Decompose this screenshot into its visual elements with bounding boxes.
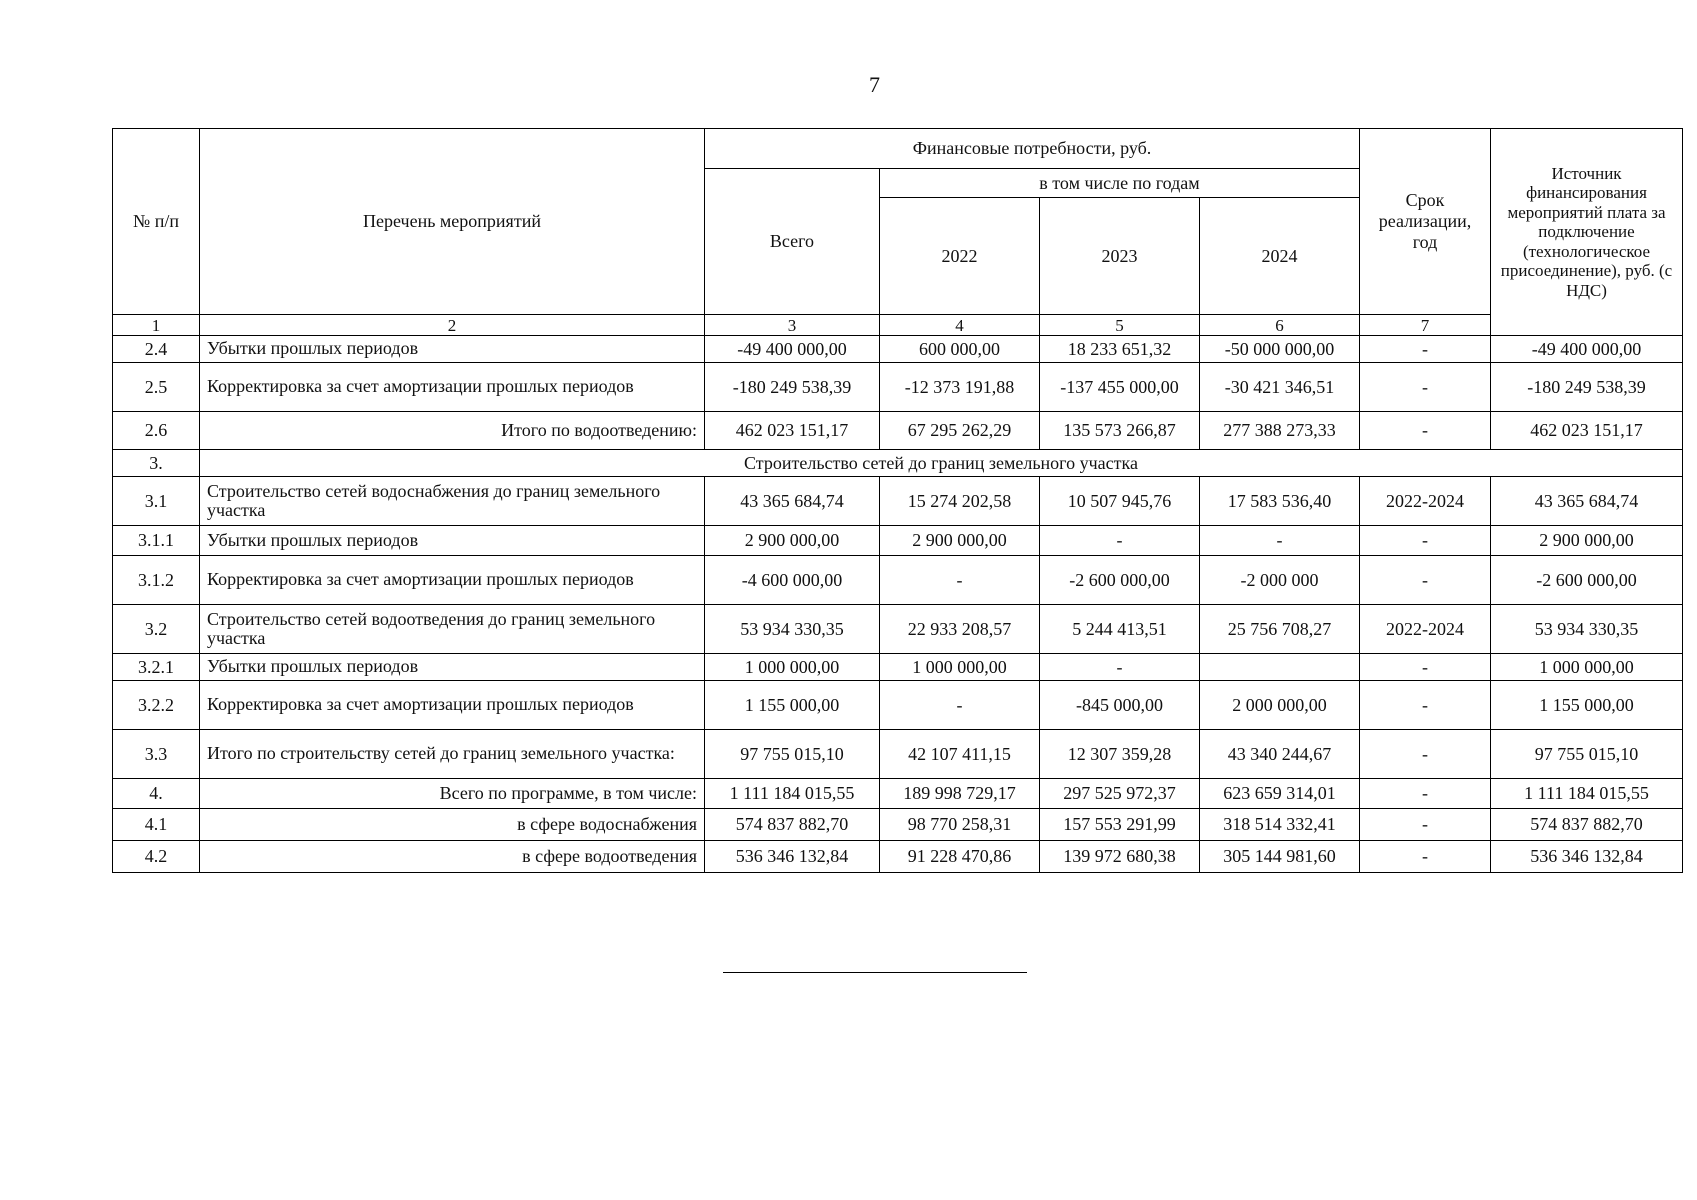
- row-2023: 10 507 945,76: [1040, 477, 1200, 526]
- column-number: 1: [113, 315, 200, 336]
- row-term: -: [1360, 363, 1491, 412]
- header-source: Источник финансирования мероприятий плата за подключение (технологическое присоединение), руб. (с НДС): [1491, 129, 1683, 336]
- table-row: [113, 654, 1683, 681]
- row-2022: 189 998 729,17: [880, 779, 1040, 809]
- row-name: Строительство сетей водоснабжения до границ земельного участка: [200, 477, 705, 526]
- column-number: 6: [1200, 315, 1360, 336]
- row-num: 3.1.1: [113, 526, 200, 556]
- row-2024: -2 000 000: [1200, 556, 1360, 605]
- row-2024: 277 388 273,33: [1200, 412, 1360, 450]
- page-number: 7: [869, 72, 880, 97]
- row-num: 4.1: [113, 809, 200, 841]
- table-row: [113, 730, 1683, 779]
- row-2022: 15 274 202,58: [880, 477, 1040, 526]
- end-divider-line: [723, 972, 1027, 973]
- row-total: 43 365 684,74: [705, 477, 880, 526]
- row-term: -: [1360, 779, 1491, 809]
- row-name: Убытки прошлых периодов: [200, 526, 705, 556]
- row-2023: -: [1040, 526, 1200, 556]
- row-2024: -50 000 000,00: [1200, 336, 1360, 363]
- header-by-years: в том числе по годам: [880, 169, 1360, 198]
- row-2023: -2 600 000,00: [1040, 556, 1200, 605]
- row-term: -: [1360, 681, 1491, 730]
- row-2024: 17 583 536,40: [1200, 477, 1360, 526]
- row-num: 3.3: [113, 730, 200, 779]
- row-num: 2.6: [113, 412, 200, 450]
- row-total: 1 000 000,00: [705, 654, 880, 681]
- row-total: 462 023 151,17: [705, 412, 880, 450]
- column-number: 3: [705, 315, 880, 336]
- row-num: 3.2.1: [113, 654, 200, 681]
- row-source: -180 249 538,39: [1491, 363, 1683, 412]
- row-term: -: [1360, 841, 1491, 873]
- row-total: 2 900 000,00: [705, 526, 880, 556]
- row-total: 53 934 330,35: [705, 605, 880, 654]
- row-2022: 600 000,00: [880, 336, 1040, 363]
- row-term: -: [1360, 809, 1491, 841]
- row-2024: 305 144 981,60: [1200, 841, 1360, 873]
- row-2023: -: [1040, 654, 1200, 681]
- row-2023: 139 972 680,38: [1040, 841, 1200, 873]
- table-row: [113, 809, 1683, 841]
- column-number: 2: [200, 315, 705, 336]
- row-total: 97 755 015,10: [705, 730, 880, 779]
- row-total: -4 600 000,00: [705, 556, 880, 605]
- row-2024: 623 659 314,01: [1200, 779, 1360, 809]
- row-2024: [1200, 654, 1360, 681]
- row-2024: 318 514 332,41: [1200, 809, 1360, 841]
- row-2022: 42 107 411,15: [880, 730, 1040, 779]
- row-term: -: [1360, 526, 1491, 556]
- row-name: Убытки прошлых периодов: [200, 336, 705, 363]
- row-total: -180 249 538,39: [705, 363, 880, 412]
- row-source: 43 365 684,74: [1491, 477, 1683, 526]
- row-term: 2022-2024: [1360, 605, 1491, 654]
- table-row: [113, 605, 1683, 654]
- row-num: 2.4: [113, 336, 200, 363]
- row-2023: 12 307 359,28: [1040, 730, 1200, 779]
- row-2022: 67 295 262,29: [880, 412, 1040, 450]
- column-number: 5: [1040, 315, 1200, 336]
- row-total: 1 155 000,00: [705, 681, 880, 730]
- row-term: -: [1360, 730, 1491, 779]
- row-source: 536 346 132,84: [1491, 841, 1683, 873]
- row-2023: 18 233 651,32: [1040, 336, 1200, 363]
- column-number: 4: [880, 315, 1040, 336]
- row-name: Корректировка за счет амортизации прошлых периодов: [200, 556, 705, 605]
- row-num: 3.2.2: [113, 681, 200, 730]
- header-total: Всего: [705, 169, 880, 315]
- row-name: Итого по строительству сетей до границ земельного участка:: [200, 730, 705, 779]
- row-total: -49 400 000,00: [705, 336, 880, 363]
- header-year-2023: 2023: [1040, 198, 1200, 315]
- row-2023: 157 553 291,99: [1040, 809, 1200, 841]
- table-row: [113, 556, 1683, 605]
- row-source: -2 600 000,00: [1491, 556, 1683, 605]
- row-2024: -30 421 346,51: [1200, 363, 1360, 412]
- table-row: [113, 477, 1683, 526]
- column-number-row: [113, 315, 1683, 336]
- row-num: 2.5: [113, 363, 200, 412]
- table-row: [113, 841, 1683, 873]
- row-source: 1 000 000,00: [1491, 654, 1683, 681]
- section-title: Строительство сетей до границ земельного участка: [200, 450, 1683, 477]
- row-name: Итого по водоотведению:: [200, 412, 705, 450]
- row-2024: 2 000 000,00: [1200, 681, 1360, 730]
- table-row: [113, 336, 1683, 363]
- table-row: [113, 363, 1683, 412]
- row-source: 462 023 151,17: [1491, 412, 1683, 450]
- row-term: -: [1360, 336, 1491, 363]
- table-row: [113, 779, 1683, 809]
- row-term: -: [1360, 654, 1491, 681]
- section-row: [113, 450, 1683, 477]
- row-2023: 297 525 972,37: [1040, 779, 1200, 809]
- row-name: Корректировка за счет амортизации прошлых периодов: [200, 681, 705, 730]
- row-2024: -: [1200, 526, 1360, 556]
- row-2023: -137 455 000,00: [1040, 363, 1200, 412]
- table-row: [113, 412, 1683, 450]
- row-source: 2 900 000,00: [1491, 526, 1683, 556]
- row-2022: -: [880, 681, 1040, 730]
- row-2022: 2 900 000,00: [880, 526, 1040, 556]
- row-name: в сфере водоснабжения: [200, 809, 705, 841]
- row-source: 1 111 184 015,55: [1491, 779, 1683, 809]
- row-term: -: [1360, 412, 1491, 450]
- row-num: 3.1: [113, 477, 200, 526]
- row-source: 53 934 330,35: [1491, 605, 1683, 654]
- row-name: Убытки прошлых периодов: [200, 654, 705, 681]
- header-year-2024: 2024: [1200, 198, 1360, 315]
- row-name: в сфере водоотведения: [200, 841, 705, 873]
- row-term: -: [1360, 556, 1491, 605]
- row-2023: 5 244 413,51: [1040, 605, 1200, 654]
- header-financial-needs: Финансовые потребности, руб.: [705, 129, 1360, 169]
- header-term: Срок реализации, год: [1360, 129, 1491, 315]
- table-row: [113, 681, 1683, 730]
- row-2022: 1 000 000,00: [880, 654, 1040, 681]
- row-2023: -845 000,00: [1040, 681, 1200, 730]
- row-name: Корректировка за счет амортизации прошлых периодов: [200, 363, 705, 412]
- row-2022: 22 933 208,57: [880, 605, 1040, 654]
- row-source: 1 155 000,00: [1491, 681, 1683, 730]
- row-num: 3.1.2: [113, 556, 200, 605]
- row-source: 97 755 015,10: [1491, 730, 1683, 779]
- row-2024: 25 756 708,27: [1200, 605, 1360, 654]
- row-source: 574 837 882,70: [1491, 809, 1683, 841]
- row-2022: -: [880, 556, 1040, 605]
- row-source: -49 400 000,00: [1491, 336, 1683, 363]
- row-num: 4.2: [113, 841, 200, 873]
- header-year-2022: 2022: [880, 198, 1040, 315]
- row-total: 574 837 882,70: [705, 809, 880, 841]
- row-2022: 91 228 470,86: [880, 841, 1040, 873]
- row-total: 536 346 132,84: [705, 841, 880, 873]
- row-total: 1 111 184 015,55: [705, 779, 880, 809]
- row-num: 3.: [113, 450, 200, 477]
- row-2022: -12 373 191,88: [880, 363, 1040, 412]
- financial-needs-table: [112, 128, 1683, 873]
- row-2022: 98 770 258,31: [880, 809, 1040, 841]
- header-name: Перечень мероприятий: [200, 129, 705, 315]
- row-name: Всего по программе, в том числе:: [200, 779, 705, 809]
- row-num: 3.2: [113, 605, 200, 654]
- row-term: 2022-2024: [1360, 477, 1491, 526]
- column-number: 7: [1360, 315, 1491, 336]
- row-2024: 43 340 244,67: [1200, 730, 1360, 779]
- row-name: Строительство сетей водоотведения до границ земельного участка: [200, 605, 705, 654]
- table-row: [113, 526, 1683, 556]
- header-num: № п/п: [113, 129, 200, 315]
- row-num: 4.: [113, 779, 200, 809]
- row-2023: 135 573 266,87: [1040, 412, 1200, 450]
